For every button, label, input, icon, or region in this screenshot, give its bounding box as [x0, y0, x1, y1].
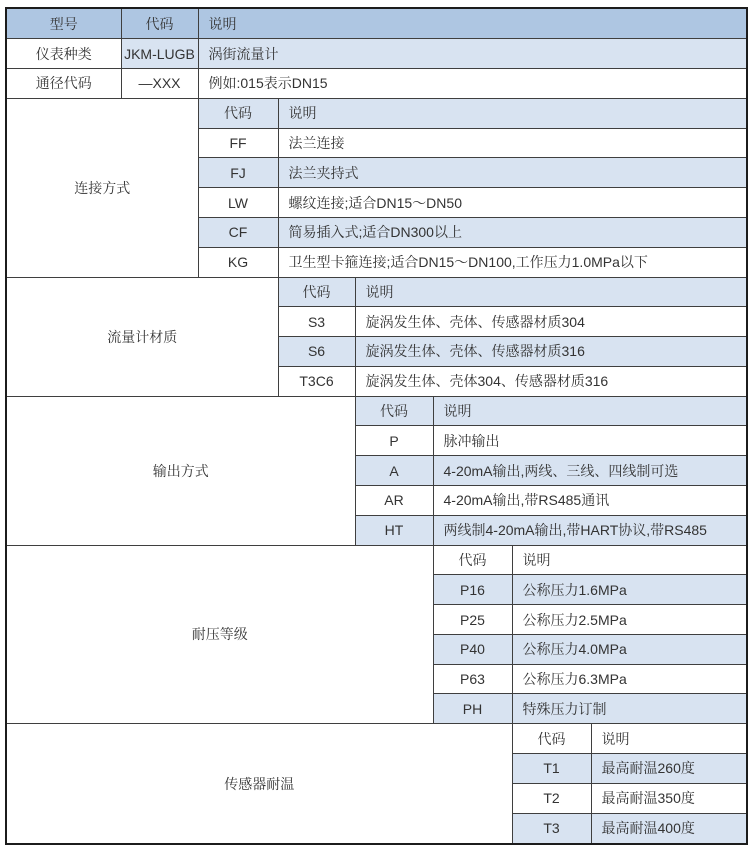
code-cell: P63 — [433, 664, 512, 694]
code-cell: P — [355, 426, 433, 456]
code-cell: T3C6 — [278, 366, 355, 396]
desc-cell: 最高耐温350度 — [591, 783, 747, 813]
code-cell: P25 — [433, 605, 512, 635]
code-cell: —XXX — [121, 69, 198, 99]
section-label-output: 输出方式 — [6, 396, 355, 545]
header-model-cell: 型号 — [6, 8, 121, 39]
code-cell: HT — [355, 515, 433, 545]
sub-header-code-cell: 代码 — [355, 396, 433, 426]
code-cell: JKM-LUGB — [121, 39, 198, 69]
code-cell: P40 — [433, 634, 512, 664]
desc-cell: 最高耐温260度 — [591, 754, 747, 784]
sub-header-code-cell: 代码 — [278, 277, 355, 307]
code-cell: P16 — [433, 575, 512, 605]
sub-header-desc-cell: 说明 — [433, 396, 747, 426]
desc-cell: 简易插入式;适合DN300以上 — [278, 217, 747, 247]
code-cell: T1 — [512, 754, 591, 784]
desc-cell: 涡街流量计 — [198, 39, 747, 69]
desc-cell: 螺纹连接;适合DN15～DN50 — [278, 188, 747, 218]
code-cell: PH — [433, 694, 512, 724]
sub-header-desc-cell: 说明 — [278, 98, 747, 128]
code-cell: CF — [198, 217, 278, 247]
desc-cell: 脉冲输出 — [433, 426, 747, 456]
desc-cell: 最高耐温400度 — [591, 813, 747, 844]
desc-cell: 特殊压力订制 — [512, 694, 747, 724]
table-row-diameter-code — [6, 69, 747, 99]
desc-cell: 卫生型卡箍连接;适合DN15～DN100,工作压力1.0MPa以下 — [278, 247, 747, 277]
code-cell: T3 — [512, 813, 591, 844]
table-row — [6, 277, 747, 307]
header-desc-cell: 说明 — [198, 8, 747, 39]
desc-cell: 公称压力2.5MPa — [512, 605, 747, 635]
code-cell: S6 — [278, 337, 355, 367]
label-cell: 通径代码 — [6, 69, 121, 99]
desc-cell: 旋涡发生体、壳体304、传感器材质316 — [355, 366, 747, 396]
code-cell: FJ — [198, 158, 278, 188]
desc-cell: 法兰夹持式 — [278, 158, 747, 188]
table-row — [6, 98, 747, 128]
table-row — [6, 724, 747, 754]
sub-header-desc-cell: 说明 — [355, 277, 747, 307]
sub-header-code-cell: 代码 — [512, 724, 591, 754]
code-cell: S3 — [278, 307, 355, 337]
code-cell: AR — [355, 485, 433, 515]
desc-cell: 公称压力6.3MPa — [512, 664, 747, 694]
desc-cell: 例如:015表示DN15 — [198, 69, 747, 99]
sub-header-desc-cell: 说明 — [512, 545, 747, 575]
code-cell: T2 — [512, 783, 591, 813]
sub-header-code-cell: 代码 — [433, 545, 512, 575]
model-selection-table — [5, 7, 748, 845]
code-cell: LW — [198, 188, 278, 218]
table-row-instrument-type — [6, 39, 747, 69]
table-header-row — [6, 8, 747, 39]
desc-cell: 旋涡发生体、壳体、传感器材质316 — [355, 337, 747, 367]
table-row — [6, 396, 747, 426]
section-label-pressure: 耐压等级 — [6, 545, 433, 724]
header-code-cell: 代码 — [121, 8, 198, 39]
desc-cell: 两线制4-20mA输出,带HART协议,带RS485 — [433, 515, 747, 545]
table-row — [6, 545, 747, 575]
section-label-material: 流量计材质 — [6, 277, 278, 396]
section-label-temperature: 传感器耐温 — [6, 724, 512, 844]
desc-cell: 法兰连接 — [278, 128, 747, 158]
desc-cell: 公称压力1.6MPa — [512, 575, 747, 605]
code-cell: FF — [198, 128, 278, 158]
desc-cell: 旋涡发生体、壳体、传感器材质304 — [355, 307, 747, 337]
desc-cell: 4-20mA输出,带RS485通讯 — [433, 485, 747, 515]
label-cell: 仪表种类 — [6, 39, 121, 69]
section-label-connection: 连接方式 — [6, 98, 198, 277]
code-cell: KG — [198, 247, 278, 277]
desc-cell: 4-20mA输出,两线、三线、四线制可选 — [433, 456, 747, 486]
sub-header-desc-cell: 说明 — [591, 724, 747, 754]
sub-header-code-cell: 代码 — [198, 98, 278, 128]
desc-cell: 公称压力4.0MPa — [512, 634, 747, 664]
code-cell: A — [355, 456, 433, 486]
